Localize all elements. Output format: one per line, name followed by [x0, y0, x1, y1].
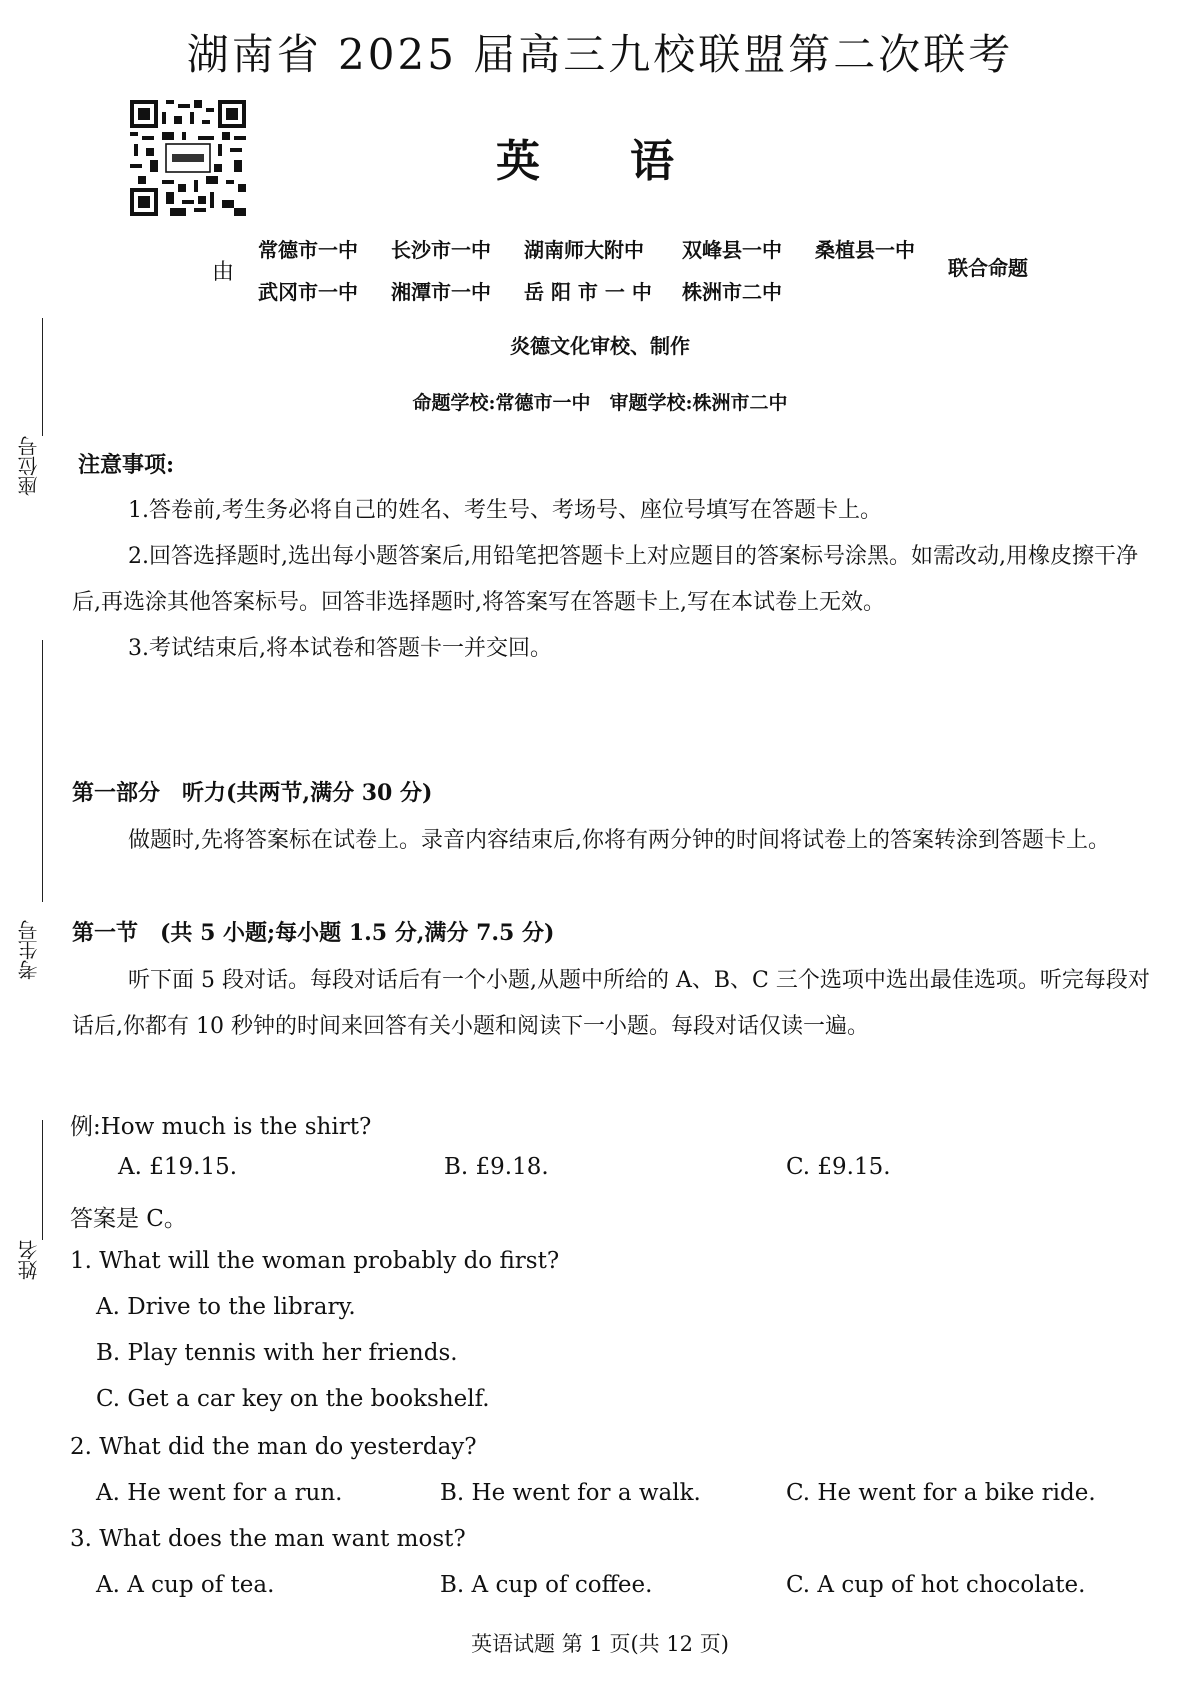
question-2-option-a: A. He went for a run.	[96, 1480, 343, 1506]
part1-title: 第一部分 听力(共两节,满分 30 分)	[72, 780, 433, 806]
by-label: 由	[212, 260, 235, 285]
maker-line: 炎德文化审校、制作	[510, 334, 690, 358]
question-3-option-c: C. A cup of hot chocolate.	[786, 1572, 1086, 1598]
seat-number-label: 座位号	[17, 436, 41, 496]
question-1-option-a: A. Drive to the library.	[96, 1294, 356, 1320]
section1-intro: 听下面 5 段对话。每段对话后有一个小题,从题中所给的 A、B、C 三个选项中选出最佳选项。听完每段对话后,你都有 10 秒钟的时间来回答有关小题和阅读下一小题。每段对话仅读一遍。	[72, 968, 1150, 1039]
question-3-option-a: A. A cup of tea.	[96, 1572, 275, 1598]
question-1: 1. What will the woman probably do first?	[70, 1248, 560, 1274]
school-name: 武冈市一中	[258, 280, 358, 304]
name-label: 姓名	[17, 1240, 41, 1280]
school-name: 桑植县一中	[815, 238, 915, 262]
notice-list	[72, 488, 1162, 672]
question-2: 2. What did the man do yesterday?	[70, 1434, 477, 1460]
question-1-option-b: B. Play tennis with her friends.	[96, 1340, 458, 1366]
example-answer: 答案是 C。	[70, 1206, 187, 1232]
exam-number-line	[42, 640, 43, 902]
example-option-a: A. £19.15.	[118, 1154, 238, 1180]
notice-item: 3.考试结束后,将本试卷和答题卡一并交回。	[128, 636, 552, 661]
school-name: 岳 阳 市 一 中	[524, 280, 652, 304]
section1-title: 第一节 (共 5 小题;每小题 1.5 分,满分 7.5 分)	[72, 920, 555, 946]
joint-proposition-label: 联合命题	[948, 256, 1028, 280]
question-1-option-c: C. Get a car key on the bookshelf.	[96, 1386, 490, 1412]
part1-intro: 做题时,先将答案标在试卷上。录音内容结束后,你将有两分钟的时间将试卷上的答案转涂到答题卡上。	[128, 828, 1110, 853]
school-name: 常德市一中	[258, 238, 358, 262]
example-option-c: C. £9.15.	[786, 1154, 891, 1180]
notice-title: 注意事项:	[78, 452, 175, 478]
page-footer: 英语试题 第 1 页(共 12 页)	[471, 1632, 729, 1656]
notice-item: 2.回答选择题时,选出每小题答案后,用铅笔把答题卡上对应题目的答案标号涂黑。如需改动,用橡皮擦干净后,再选涂其他答案标号。回答非选择题时,将答案写在答题卡上,写在本试卷上无效。	[72, 544, 1138, 615]
subject-heading: 英语	[496, 136, 764, 187]
school-name: 湖南师大附中	[524, 238, 644, 262]
exam-title: 湖南省 2025 届高三九校联盟第二次联考	[186, 30, 1014, 79]
notice-item: 1.答卷前,考生务必将自己的姓名、考生号、考场号、座位号填写在答题卡上。	[128, 498, 882, 523]
school-name: 双峰县一中	[682, 238, 782, 262]
seat-line	[42, 318, 43, 436]
question-3: 3. What does the man want most?	[70, 1526, 466, 1552]
school-name: 湘潭市一中	[391, 280, 491, 304]
example-question: 例:How much is the shirt?	[70, 1114, 372, 1140]
proposer-line: 命题学校:常德市一中 审题学校:株洲市二中	[412, 392, 788, 414]
school-name: 长沙市一中	[391, 238, 491, 262]
question-2-option-b: B. He went for a walk.	[440, 1480, 701, 1506]
school-name: 株洲市二中	[682, 280, 782, 304]
exam-number-label: 考生号	[17, 920, 41, 980]
example-option-b: B. £9.18.	[444, 1154, 549, 1180]
question-2-option-c: C. He went for a bike ride.	[786, 1480, 1096, 1506]
question-3-option-b: B. A cup of coffee.	[440, 1572, 653, 1598]
name-line	[42, 1120, 43, 1240]
